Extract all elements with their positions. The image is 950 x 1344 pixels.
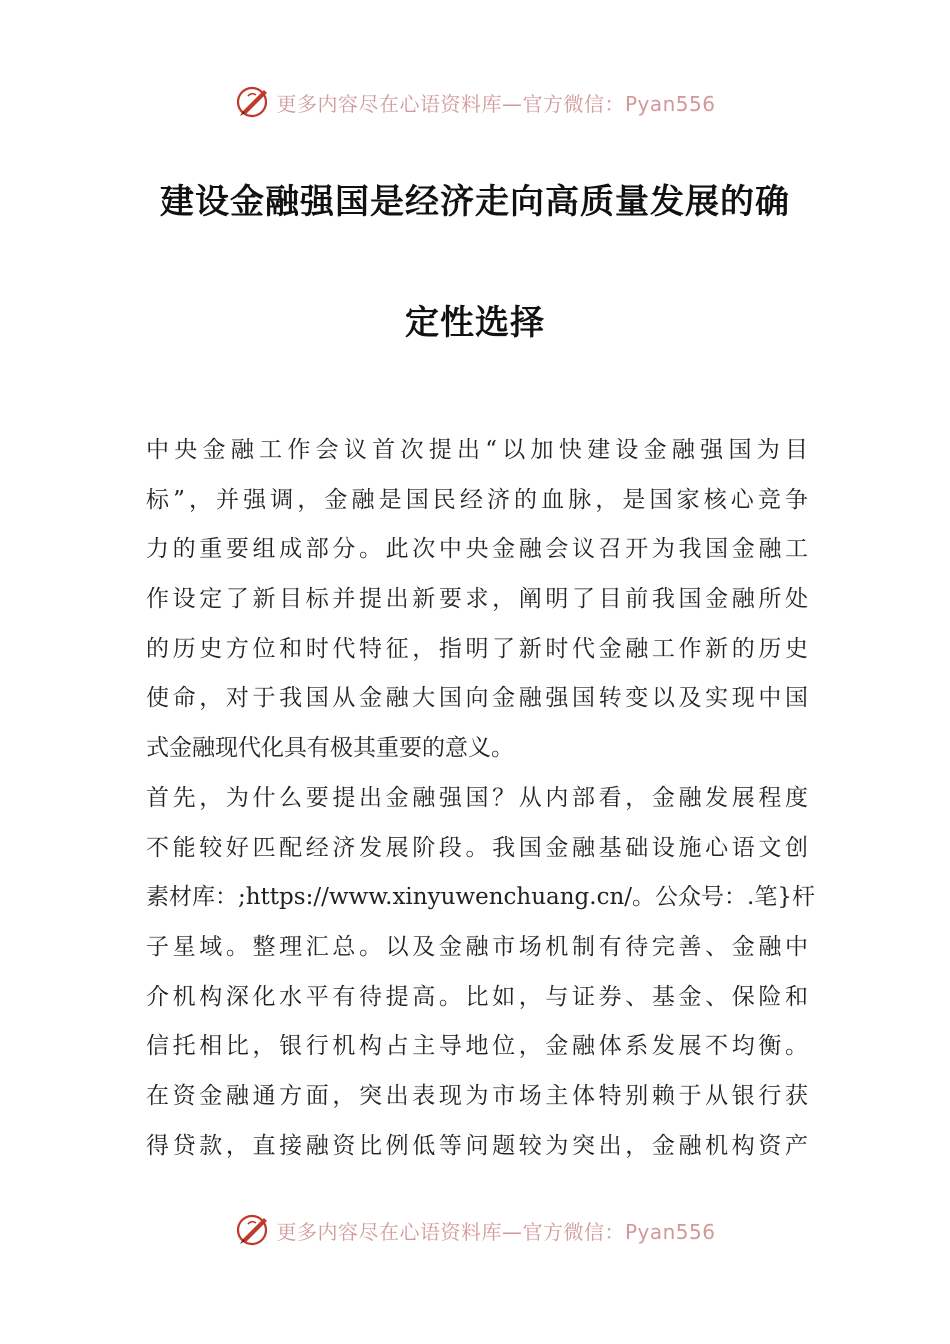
document-body (146, 426, 815, 1171)
watermark-text: 更多内容尽在心语资料库—官方微信：Pyan556 (276, 1219, 716, 1244)
footer-watermark (0, 1210, 950, 1250)
body-line: 在资金融通方面，突出表现为市场主体特别赖于从银行获 (146, 1082, 808, 1109)
body-line: 信托相比，银行机构占主导地位，金融体系发展不均衡。 (146, 1033, 808, 1060)
body-line: 素材库：;https://www.xinyuwenchuang.cn/。公众号：.笔}杆 (146, 884, 815, 911)
body-line: 标”，并强调，金融是国民经济的血脉，是国家核心竞争 (146, 486, 808, 513)
body-line: 首先，为什么要提出金融强国？从内部看，金融发展程度 (146, 784, 808, 811)
body-line: 使命，对于我国从金融大国向金融强国转变以及实现中国 (146, 685, 808, 712)
pen-logo-icon (234, 82, 274, 122)
body-line: 作设定了新目标并提出新要求，阐明了目前我国金融所处 (146, 586, 808, 613)
body-line: 中央金融工作会议首次提出“以加快建设金融强国为目 (146, 437, 808, 463)
body-line: 的历史方位和时代特征，指明了新时代金融工作新的历史 (146, 635, 808, 662)
document-title-line-2: 定性选择 (405, 303, 545, 343)
document-title-line-1: 建设金融强国是经济走向高质量发展的确 (160, 182, 790, 222)
watermark-text: 更多内容尽在心语资料库—官方微信：Pyan556 (276, 91, 716, 116)
body-line: 式金融现代化具有极其重要的意义。 (146, 735, 514, 762)
body-line: 子星域。整理汇总。以及金融市场机制有待完善、金融中 (146, 933, 808, 960)
body-line: 介机构深化水平有待提高。比如，与证券、基金、保险和 (146, 983, 808, 1010)
pen-logo-icon (234, 1210, 274, 1250)
body-line: 力的重要组成部分。此次中央金融会议召开为我国金融工 (146, 536, 808, 563)
body-line: 得贷款，直接融资比例低等问题较为突出，金融机构资产 (146, 1132, 808, 1159)
body-line: 不能较好匹配经济发展阶段。我国金融基础设施心语文创 (146, 834, 808, 861)
header-watermark (0, 82, 950, 122)
